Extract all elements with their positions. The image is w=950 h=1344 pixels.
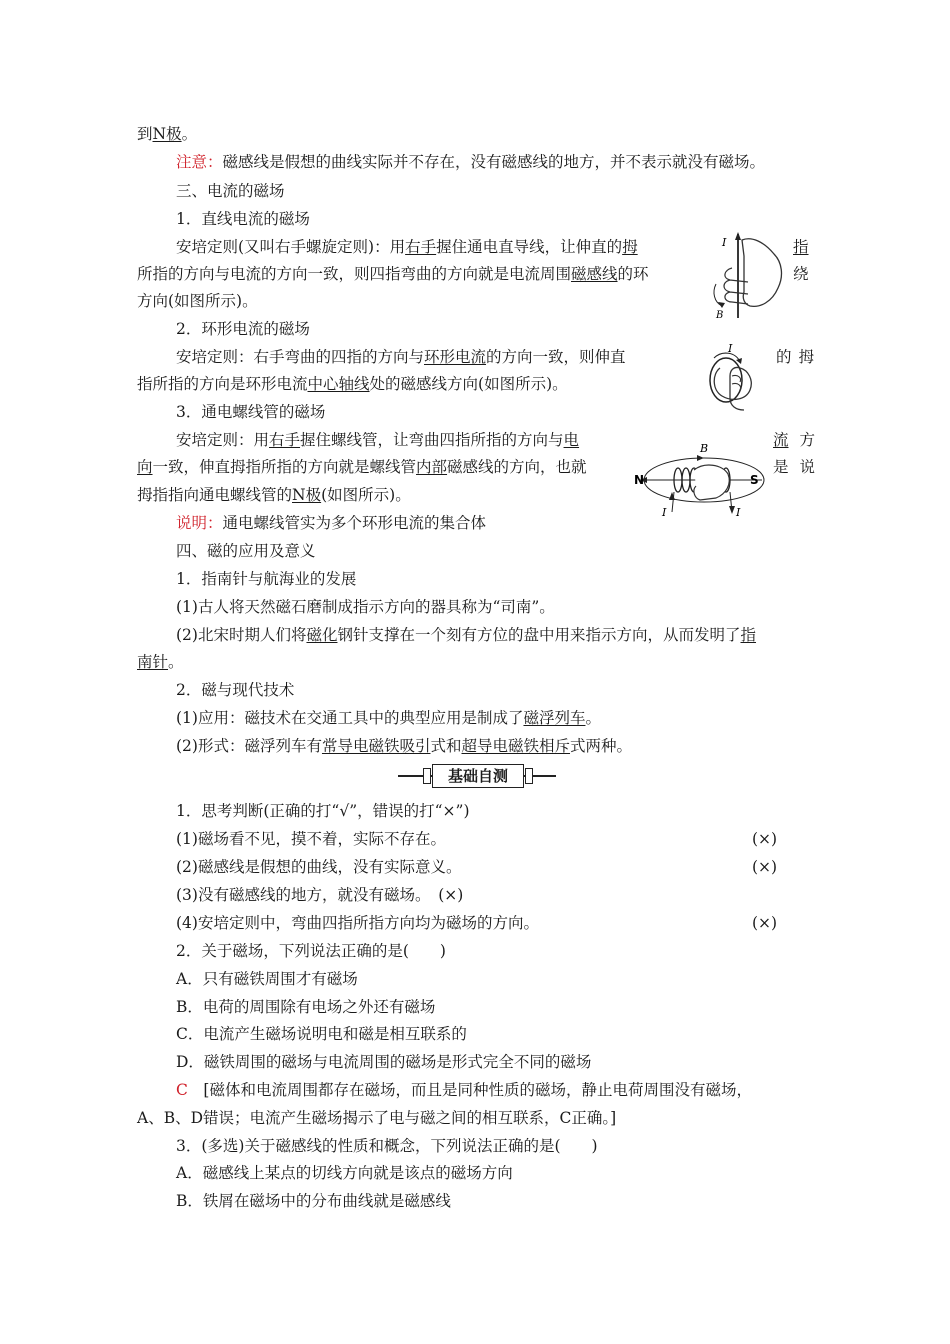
option-d: D．磁铁周围的磁场与电流周围的磁场是形式完全不同的磁场 bbox=[176, 1053, 592, 1071]
judgment-item: (4)安培定则中，弯曲四指所指方向均为磁场的方向。 bbox=[176, 914, 539, 932]
south-pole-label: S bbox=[750, 473, 759, 487]
banner-title: 基础自测 bbox=[432, 764, 524, 788]
option-b: B．电荷的周围除有电场之外还有磁场 bbox=[176, 998, 436, 1016]
note-label: 注意： bbox=[176, 153, 223, 171]
text-line: 是 说 bbox=[773, 458, 815, 476]
option-a: A．磁感线上某点的切线方向就是该点的磁场方向 bbox=[176, 1164, 513, 1182]
judgment-item: (2)磁感线是假想的曲线，没有实际意义。 bbox=[176, 858, 462, 876]
answer-explanation: C [磁体和电流周围都存在磁场，而且是同种性质的磁场，静止电荷周围没有磁场， bbox=[176, 1081, 752, 1099]
section-banner bbox=[398, 764, 556, 788]
north-pole-label: N bbox=[634, 473, 645, 487]
judgment-answer: (×) bbox=[752, 830, 778, 848]
current-label: I bbox=[728, 342, 733, 355]
text-line: 绕 bbox=[793, 265, 809, 283]
text-line: 流 方 bbox=[773, 431, 815, 449]
option-c: C．电流产生磁场说明电和磁是相互联系的 bbox=[176, 1025, 467, 1043]
text-line: 南针。 bbox=[137, 653, 184, 671]
subsection-heading: 1．指南针与航海业的发展 bbox=[176, 570, 357, 588]
option-b: B．铁屑在磁场中的分布曲线就是磁感线 bbox=[176, 1192, 451, 1210]
question-stem: 2．关于磁场，下列说法正确的是( ) bbox=[176, 942, 446, 960]
text-line: 向一致，伸直拇指所指的方向就是螺线管内部磁感线的方向，也就 bbox=[137, 458, 587, 476]
field-label: B bbox=[700, 442, 709, 455]
text-line: 安培定则：右手弯曲的四指的方向与环形电流的方向一致，则伸直 bbox=[176, 348, 626, 366]
judgment-answer: (×) bbox=[752, 914, 778, 932]
subsection-heading: 3．通电螺线管的磁场 bbox=[176, 403, 326, 421]
text-line: (2)形式：磁浮列车有常导电磁铁吸引式和超导电磁铁相斥式两种。 bbox=[176, 737, 633, 755]
current-label: I bbox=[662, 506, 667, 519]
text-line: (1)古人将天然磁石磨制成指示方向的器具称为“司南”。 bbox=[176, 598, 555, 616]
question-stem: 1．思考判断(正确的打“√”，错误的打“×”) bbox=[176, 802, 470, 820]
text-line: 安培定则：用右手握住螺线管，让弯曲四指所指的方向与电 bbox=[176, 431, 580, 449]
subsection-heading: 1．直线电流的磁场 bbox=[176, 210, 310, 228]
text-line: (2)北宋时期人们将磁化钢针支撑在一个刻有方位的盘中用来指示方向，从而发明了指 bbox=[176, 626, 757, 644]
note-line: 说明：通电螺线管实为多个环形电流的集合体 bbox=[176, 514, 487, 532]
ring-current-hand-figure bbox=[692, 340, 772, 414]
note-line: 注意：磁感线是假想的曲线实际并不存在，没有磁感线的地方，并不表示就没有磁场。 bbox=[176, 153, 766, 171]
straight-wire-hand-figure bbox=[708, 232, 790, 320]
answer-letter: C bbox=[176, 1081, 188, 1099]
text-line: 拇指指向通电螺线管的N极(如图所示)。 bbox=[137, 486, 411, 504]
question-stem: 3．(多选)关于磁感线的性质和概念，下列说法正确的是( ) bbox=[176, 1137, 598, 1155]
section-heading: 四、磁的应用及意义 bbox=[176, 542, 316, 560]
subsection-heading: 2．磁与现代技术 bbox=[176, 681, 295, 699]
text-line: 安培定则(又叫右手螺旋定则)：用右手握住通电直导线，让伸直的拇 bbox=[176, 238, 638, 256]
answer-explanation: A、B、D错误；电流产生磁场揭示了电与磁之间的相互联系，C正确。] bbox=[137, 1109, 617, 1127]
judgment-answer: (×) bbox=[752, 858, 778, 876]
current-label: I bbox=[736, 506, 741, 519]
text-line: (1)应用：磁技术在交通工具中的典型应用是制成了磁浮列车。 bbox=[176, 709, 601, 727]
text-line: 所指的方向与电流的方向一致，则四指弯曲的方向就是电流周围磁感线的环 bbox=[137, 265, 649, 283]
text-line: 的 拇 bbox=[776, 348, 814, 366]
note-label: 说明： bbox=[176, 514, 223, 532]
text-line: 方向(如图所示)。 bbox=[137, 292, 258, 310]
field-label: B bbox=[716, 310, 724, 320]
text-line: 指 bbox=[793, 238, 809, 256]
text-line: 指所指的方向是环形电流中心轴线处的磁感线方向(如图所示)。 bbox=[137, 375, 568, 393]
solenoid-hand-figure bbox=[634, 440, 768, 520]
current-label: I bbox=[722, 236, 727, 249]
judgment-item: (1)磁场看不见，摸不着，实际不存在。 bbox=[176, 830, 446, 848]
subsection-heading: 2．环形电流的磁场 bbox=[176, 320, 310, 338]
section-heading: 三、电流的磁场 bbox=[176, 182, 285, 200]
option-a: A．只有磁铁周围才有磁场 bbox=[176, 970, 358, 988]
text-line: 到N极。 bbox=[137, 125, 198, 143]
judgment-item: (3)没有磁感线的地方，就没有磁场。 (×) bbox=[176, 886, 464, 904]
